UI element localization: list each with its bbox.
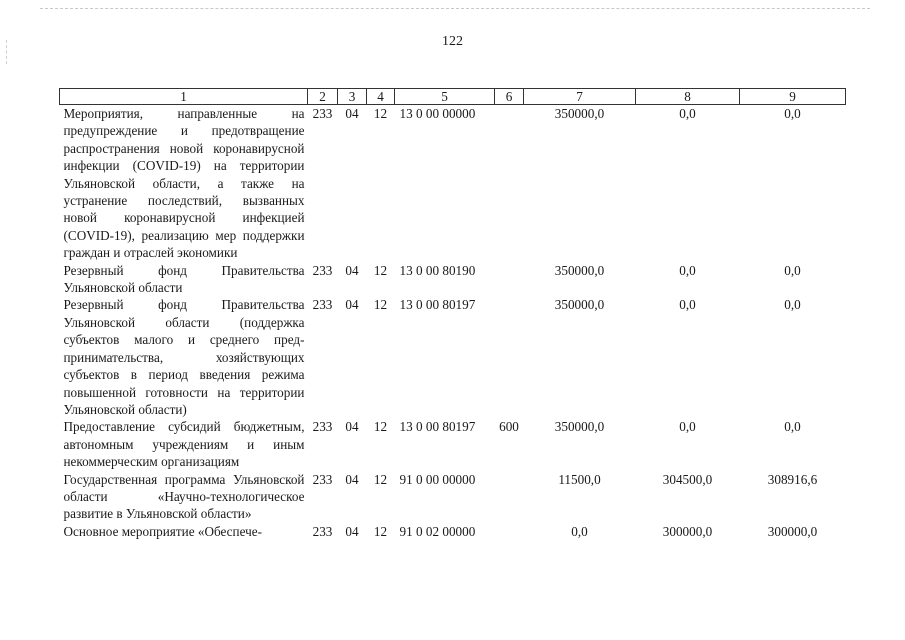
cell-target-article: 13 0 00 80190 <box>399 262 476 278</box>
cell-expense-type <box>495 105 524 262</box>
budget-table <box>59 88 846 540</box>
cell-subsection: 12 <box>373 262 388 278</box>
cell-amount-2: 0,0 <box>679 106 696 121</box>
header-col-5: 5 <box>395 89 495 105</box>
header-col-9: 9 <box>740 89 846 105</box>
cell-expense-type <box>495 523 524 540</box>
cell-amount-1: 350000,0 <box>554 419 605 435</box>
header-col-8: 8 <box>636 89 740 105</box>
cell-subsection: 12 <box>373 106 388 121</box>
cell-amount-1: 350000,0 <box>554 106 605 121</box>
cell-section: 04 <box>345 106 359 121</box>
row-name: Резервный фонд Правительства Ульяновской области (поддержка субъектов малого и среднего предпринимательства, хозяйствующих субъектов в период введения режима повышенной готовности на территории Ульяновской области) <box>63 297 305 417</box>
cell-subsection: 12 <box>373 523 388 539</box>
page-number: 122 <box>442 34 463 49</box>
cell-amount-3: 0,0 <box>784 419 801 435</box>
scan-artifact-top <box>40 8 870 11</box>
cell-target-article: 91 0 00 00000 <box>399 471 476 487</box>
row-name: Государственная программа Ульяновской области «Научно-технологическое развитие в Ульяновской области» <box>63 471 305 522</box>
table-row <box>60 105 846 262</box>
cell-admin-code: 233 <box>312 523 333 539</box>
cell-subsection: 12 <box>373 419 388 435</box>
cell-amount-1: 350000,0 <box>554 262 605 278</box>
table-row <box>60 471 846 523</box>
header-col-7: 7 <box>524 89 636 105</box>
cell-section: 04 <box>345 262 359 278</box>
header-row <box>60 89 846 105</box>
cell-admin-code: 233 <box>312 106 333 121</box>
cell-subsection: 12 <box>373 297 388 313</box>
header-col-1: 1 <box>60 89 308 105</box>
header-col-2: 2 <box>308 89 338 105</box>
row-name: Резервный фонд Правительства Ульяновской области <box>63 262 305 296</box>
cell-subsection: 12 <box>373 471 388 487</box>
cell-amount-1: 11500,0 <box>558 471 601 487</box>
cell-expense-type <box>495 471 524 523</box>
cell-target-article: 13 0 00 00000 <box>399 106 476 121</box>
cell-section: 04 <box>345 419 359 435</box>
cell-admin-code: 233 <box>312 471 333 487</box>
table-row <box>60 523 846 540</box>
table-row <box>60 262 846 297</box>
cell-admin-code: 233 <box>312 262 333 278</box>
cell-section: 04 <box>345 523 359 539</box>
cell-amount-2: 304500,0 <box>662 471 713 487</box>
cell-amount-2: 0,0 <box>679 297 696 313</box>
row-name: Мероприятия, направленные на предупреждение и предотвращение распространения новой коронавирусной инфекции (COVID-19) на территории Ульяновской области, а также на устранение последствий, вызванных новой коронавирусной инфекцией (COVID-19), реализацию мер поддержки граждан и отраслей экономики <box>63 106 305 261</box>
cell-amount-2: 300000,0 <box>662 523 713 539</box>
cell-amount-1: 350000,0 <box>554 297 605 313</box>
header-col-3: 3 <box>338 89 367 105</box>
cell-amount-3: 300000,0 <box>767 523 818 539</box>
cell-target-article: 13 0 00 80197 <box>399 419 476 435</box>
row-name: Предоставление субсидий бюджетным, автономным учреждениям и иным некоммерческим организациям <box>63 419 305 470</box>
cell-amount-1: 0,0 <box>571 523 588 539</box>
header-col-4: 4 <box>367 89 395 105</box>
cell-expense-type <box>495 262 524 297</box>
cell-target-article: 91 0 02 00000 <box>399 523 476 539</box>
cell-section: 04 <box>345 297 359 313</box>
cell-admin-code: 233 <box>312 419 333 435</box>
cell-amount-3: 308916,6 <box>767 471 818 487</box>
cell-amount-2: 0,0 <box>679 262 696 278</box>
cell-amount-2: 0,0 <box>679 419 696 435</box>
cell-amount-3: 0,0 <box>784 297 801 313</box>
cell-admin-code: 233 <box>312 297 333 313</box>
header-col-6: 6 <box>495 89 524 105</box>
cell-target-article: 13 0 00 80197 <box>399 297 476 313</box>
cell-amount-3: 0,0 <box>784 106 801 121</box>
cell-amount-3: 0,0 <box>784 262 801 278</box>
row-name: Основное мероприятие «Обеспече- <box>63 523 262 539</box>
cell-expense-type: 600 <box>499 419 519 435</box>
table-row <box>60 296 846 418</box>
cell-section: 04 <box>345 471 359 487</box>
cell-expense-type <box>495 296 524 418</box>
table-row <box>60 418 846 470</box>
